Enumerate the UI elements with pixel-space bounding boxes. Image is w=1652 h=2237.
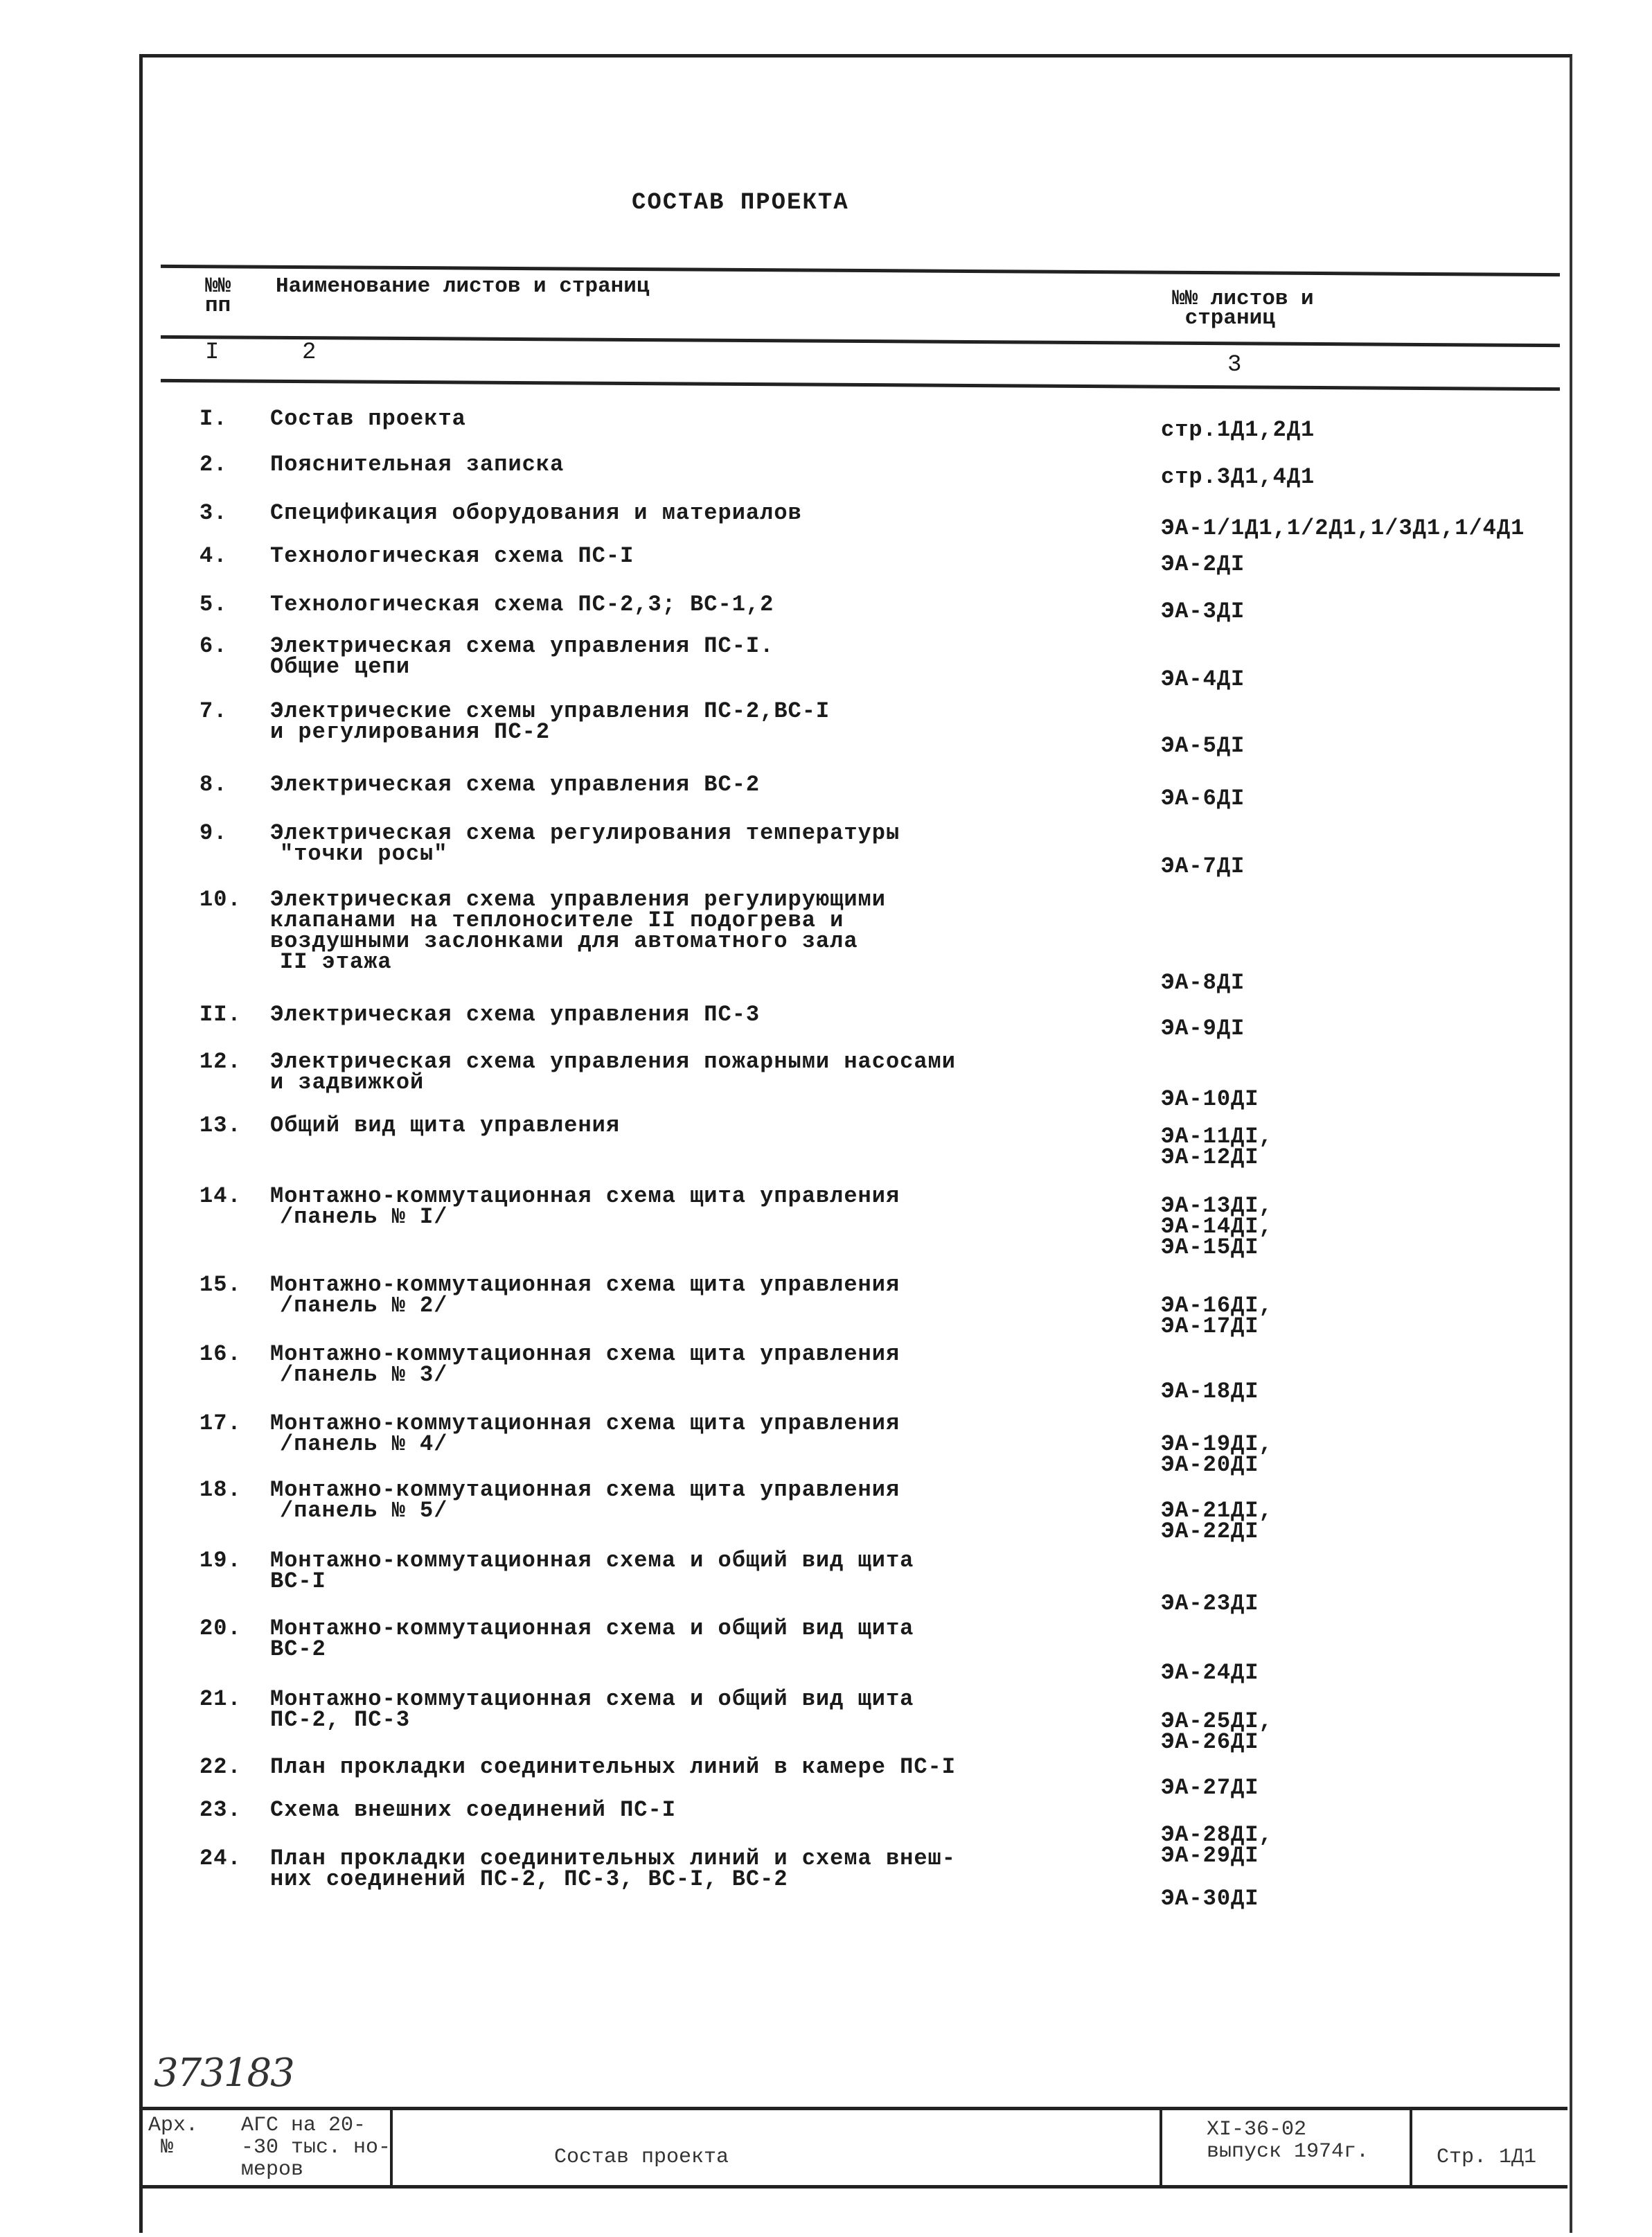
row-title: Технологическая схема ПС-I	[270, 543, 634, 569]
row-title: /панель № 5/	[280, 1498, 448, 1523]
row-title: Монтажно-коммутационная схема щита управления	[270, 1477, 900, 1503]
row-number: 23.	[199, 1797, 242, 1823]
row-sheet-numbers: ЭА-3ДI	[1161, 599, 1245, 624]
row-sheet-numbers: ЭА-7ДI	[1161, 854, 1245, 879]
row-title: Монтажно-коммутационная схема щита управления	[270, 1183, 900, 1209]
row-sheet-numbers: ЭА-1/1Д1,1/2Д1,1/3Д1,1/4Д1	[1161, 515, 1525, 541]
row-sheet-numbers: ЭА-19ДI,	[1161, 1431, 1273, 1457]
row-number: 3.	[199, 500, 228, 526]
row-title: Пояснительная записка	[270, 452, 565, 477]
row-number: 24.	[199, 1846, 242, 1871]
row-sheet-numbers: ЭА-29ДI	[1161, 1843, 1259, 1868]
row-sheet-numbers: ЭА-20ДI	[1161, 1452, 1259, 1478]
row-title: Монтажно-коммутационная схема и общий вид щита	[270, 1548, 914, 1573]
row-title: ПС-2, ПС-3	[270, 1707, 411, 1733]
row-number: II.	[199, 1002, 242, 1027]
row-sheet-numbers: ЭА-23ДI	[1161, 1591, 1259, 1616]
row-number: 18.	[199, 1477, 242, 1503]
row-title: ВС-2	[270, 1636, 326, 1662]
column-index-3: 3	[1227, 352, 1242, 378]
header-col-pages: №№ листов и страниц	[1172, 287, 1314, 330]
stamp-document-title: Состав проекта	[554, 2146, 729, 2169]
row-sheet-numbers: ЭА-27ДI	[1161, 1775, 1259, 1801]
stamp-archive-number: Арх. №	[148, 2114, 199, 2159]
row-title: ВС-I	[270, 1568, 326, 1594]
row-sheet-numbers: ЭА-21ДI,	[1161, 1498, 1273, 1523]
handwritten-inventory-number: 373183	[154, 2051, 294, 2096]
row-title: Общие цепи	[270, 654, 411, 680]
row-title: Электрическая схема управления ПС-I.	[270, 633, 774, 659]
row-sheet-numbers: ЭА-26ДI	[1161, 1729, 1259, 1755]
header-col-number: №№ пп	[205, 274, 231, 318]
row-title: Электрическая схема управления ВС-2	[270, 772, 761, 797]
row-sheet-numbers: ЭА-11ДI,	[1161, 1124, 1273, 1149]
row-sheet-numbers: ЭА-4ДI	[1161, 666, 1245, 692]
row-number: 20.	[199, 1616, 242, 1641]
row-title: Состав проекта	[270, 406, 466, 432]
stamp-divider	[1410, 2107, 1412, 2189]
row-number: 6.	[199, 633, 228, 659]
header-col-name: Наименование листов и страниц	[276, 274, 650, 299]
row-title: Электрическая схема регулирования температуры	[270, 820, 900, 846]
row-title: План прокладки соединительных линий в камере ПС-I	[270, 1754, 956, 1780]
row-number: 14.	[199, 1183, 242, 1209]
row-sheet-numbers: стр.3Д1,4Д1	[1161, 464, 1315, 490]
row-sheet-numbers: ЭА-30ДI	[1161, 1886, 1259, 1911]
row-number: 21.	[199, 1686, 242, 1712]
row-number: 9.	[199, 820, 228, 846]
row-title: Монтажно-коммутационная схема и общий вид щита	[270, 1686, 914, 1712]
stamp-page-number: Стр. 1Д1	[1437, 2146, 1537, 2169]
row-title: Монтажно-коммутационная схема щита управления	[270, 1272, 900, 1298]
row-sheet-numbers: ЭА-28ДI,	[1161, 1822, 1273, 1848]
row-number: 5.	[199, 592, 228, 617]
row-number: I.	[199, 406, 228, 432]
row-title: клапанами на теплоносителе II подогрева и	[270, 908, 844, 933]
row-number: 4.	[199, 543, 228, 569]
row-title: Спецификация оборудования и материалов	[270, 500, 802, 526]
row-title: II этажа	[280, 949, 392, 975]
stamp-organization: АГС на 20- -30 тыс. но- меров	[241, 2114, 391, 2182]
row-sheet-numbers: ЭА-9ДI	[1161, 1016, 1245, 1041]
row-sheet-numbers: ЭА-6ДI	[1161, 786, 1245, 811]
row-title: и регулирования ПС-2	[270, 719, 551, 745]
row-sheet-numbers: ЭА-14ДI,	[1161, 1214, 1273, 1239]
column-index-2: 2	[302, 339, 317, 366]
row-number: 8.	[199, 772, 228, 797]
row-sheet-numbers: ЭА-2ДI	[1161, 551, 1245, 577]
row-sheet-numbers: ЭА-18ДI	[1161, 1379, 1259, 1404]
row-title: Общий вид щита управления	[270, 1113, 621, 1138]
row-title: Схема внешних соединений ПС-I	[270, 1797, 676, 1823]
row-title: Электрическая схема управления регулирующими	[270, 887, 886, 912]
row-title: Электрическая схема управления пожарными насосами	[270, 1049, 956, 1075]
row-sheet-numbers: ЭА-24ДI	[1161, 1660, 1259, 1686]
row-number: 17.	[199, 1411, 242, 1436]
row-number: 7.	[199, 698, 228, 724]
row-sheet-numbers: ЭА-16ДI,	[1161, 1293, 1273, 1318]
row-title: "точки росы"	[280, 841, 448, 867]
row-sheet-numbers: ЭА-25ДI,	[1161, 1708, 1273, 1734]
row-number: 10.	[199, 887, 242, 912]
row-title: Монтажно-коммутационная схема щита управления	[270, 1411, 900, 1436]
row-title: них соединений ПС-2, ПС-3, ВС-I, ВС-2	[270, 1866, 788, 1892]
row-number: 2.	[199, 452, 228, 477]
row-title: Технологическая схема ПС-2,3; ВС-1,2	[270, 592, 774, 617]
row-sheet-numbers: ЭА-12ДI	[1161, 1144, 1259, 1170]
stamp-code: XI-36-02 выпуск 1974г.	[1207, 2118, 1369, 2164]
stamp-divider	[1160, 2107, 1162, 2189]
row-sheet-numbers: стр.1Д1,2Д1	[1161, 417, 1315, 443]
row-sheet-numbers: ЭА-22ДI	[1161, 1519, 1259, 1544]
row-sheet-numbers: ЭА-17ДI	[1161, 1314, 1259, 1339]
row-sheet-numbers: ЭА-5ДI	[1161, 733, 1245, 759]
row-number: 13.	[199, 1113, 242, 1138]
row-title: /панель № 4/	[280, 1431, 448, 1457]
row-title: и задвижкой	[270, 1070, 425, 1095]
row-sheet-numbers: ЭА-13ДI,	[1161, 1193, 1273, 1219]
row-sheet-numbers: ЭА-8ДI	[1161, 970, 1245, 996]
row-title: Монтажно-коммутационная схема щита управления	[270, 1341, 900, 1367]
row-sheet-numbers: ЭА-10ДI	[1161, 1086, 1259, 1112]
stamp-bottom-rule	[139, 2185, 1567, 2189]
row-number: 16.	[199, 1341, 242, 1367]
row-title: /панель № 2/	[280, 1293, 448, 1318]
page-title: СОСТАВ ПРОЕКТА	[632, 190, 849, 216]
row-number: 19.	[199, 1548, 242, 1573]
row-number: 12.	[199, 1049, 242, 1075]
stamp-top-rule	[139, 2107, 1567, 2110]
row-title: воздушными заслонками для автоматного зала	[270, 928, 858, 954]
row-title: Монтажно-коммутационная схема и общий вид щита	[270, 1616, 914, 1641]
row-title: /панель № 3/	[280, 1362, 448, 1388]
row-title: План прокладки соединительных линий и схема внеш-	[270, 1846, 956, 1871]
row-sheet-numbers: ЭА-15ДI	[1161, 1235, 1259, 1260]
row-title: /панель № I/	[280, 1204, 448, 1230]
row-number: 22.	[199, 1754, 242, 1780]
column-index-1: I	[205, 339, 220, 366]
row-number: 15.	[199, 1272, 242, 1298]
row-title: Электрические схемы управления ПС-2,ВС-I	[270, 698, 831, 724]
row-title: Электрическая схема управления ПС-3	[270, 1002, 761, 1027]
